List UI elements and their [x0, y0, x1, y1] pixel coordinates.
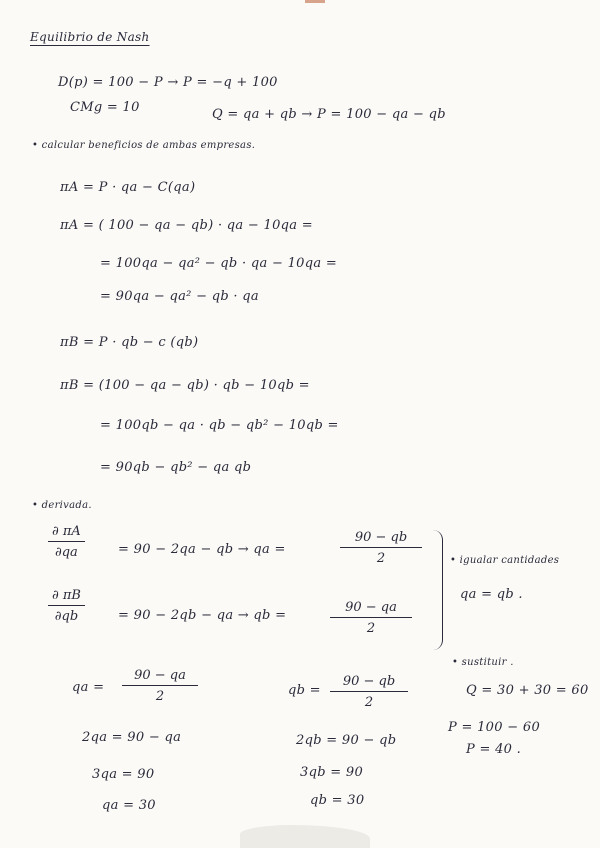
symmetry-condition: qa = qb . — [460, 587, 523, 602]
paper-smudge — [240, 825, 370, 848]
qb-solve-step2: 3qb = 90 — [300, 765, 364, 780]
qb-solve-step1: 2qb = 90 − qb — [296, 733, 397, 748]
profit-b-step2: = 100qb − qa · qb − qb² − 10qb = — [100, 418, 339, 433]
marginal-cost: CMg = 10 — [70, 100, 140, 115]
note-derivada: • derivada. — [32, 500, 92, 511]
best-response-b-fraction — [330, 600, 412, 636]
qa-solve-denominator: 2 — [155, 689, 165, 704]
profit-a-step3: = 90qa − qa² − qb · qa — [100, 289, 259, 304]
note-calcular-beneficios: • calcular beneficios de ambas empresas. — [32, 140, 256, 151]
price-result: P = 40 . — [466, 742, 522, 757]
grouping-brace — [428, 530, 443, 650]
best-response-a-numerator: 90 − qb — [354, 530, 408, 545]
page-title: Equilibrio de Nash — [30, 30, 150, 44]
qb-solve-numerator: 90 − qb — [342, 674, 396, 689]
qa-solve-numerator: 90 − qa — [134, 668, 186, 683]
derivative-b-numerator: ∂ πB — [52, 588, 81, 603]
profit-b-definition: πB = P · qb − c (qb) — [60, 335, 199, 350]
derivative-b-fraction — [48, 588, 85, 624]
derivative-a-result: = 90 − 2qa − qb → qa = — [118, 542, 286, 557]
profit-b-step3: = 90qb − qb² − qa qb — [100, 460, 252, 475]
derivative-a-fraction — [48, 524, 85, 560]
derivative-a-denominator: ∂qa — [55, 545, 78, 560]
price-calculation: P = 100 − 60 — [448, 720, 541, 735]
derivative-b-result: = 90 − 2qb − qa → qb = — [118, 608, 287, 623]
demand-equation: D(p) = 100 − P → P = −q + 100 — [58, 75, 278, 90]
profit-a-step1: πA = ( 100 − qa − qb) · qa − 10qa = — [60, 218, 313, 233]
note-igualar-cantidades: • igualar cantidades — [450, 555, 560, 566]
qb-solve-lhs: qb = — [288, 683, 321, 698]
best-response-a-denominator: 2 — [376, 551, 386, 566]
qb-solve-denominator: 2 — [364, 695, 374, 710]
qa-solve-step2: 3qa = 90 — [92, 767, 155, 782]
best-response-b-numerator: 90 − qa — [345, 600, 397, 615]
qa-solve-lhs: qa = — [72, 680, 105, 695]
qa-solve-step1: 2qa = 90 − qa — [82, 730, 182, 745]
qb-solve-step3: qb = 30 — [310, 793, 365, 808]
total-quantity-equation: Q = qa + qb → P = 100 − qa − qb — [212, 107, 446, 122]
derivative-a-numerator: ∂ πA — [52, 524, 81, 539]
derivative-b-denominator: ∂qb — [54, 609, 79, 624]
page-edge-mark — [305, 0, 325, 3]
total-quantity-result: Q = 30 + 30 = 60 — [466, 683, 589, 698]
best-response-b-denominator: 2 — [366, 621, 376, 636]
best-response-a-fraction — [340, 530, 422, 566]
profit-b-step1: πB = (100 − qa − qb) · qb − 10qb = — [60, 378, 310, 393]
qb-solve-fraction — [330, 674, 408, 710]
qa-solve-step3: qa = 30 — [102, 798, 156, 813]
qa-solve-fraction — [122, 668, 198, 704]
profit-a-step2: = 100qa − qa² − qb · qa − 10qa = — [100, 256, 338, 271]
profit-a-definition: πA = P · qa − C(qa) — [60, 180, 196, 195]
note-sustituir: • sustituir . — [452, 657, 514, 668]
